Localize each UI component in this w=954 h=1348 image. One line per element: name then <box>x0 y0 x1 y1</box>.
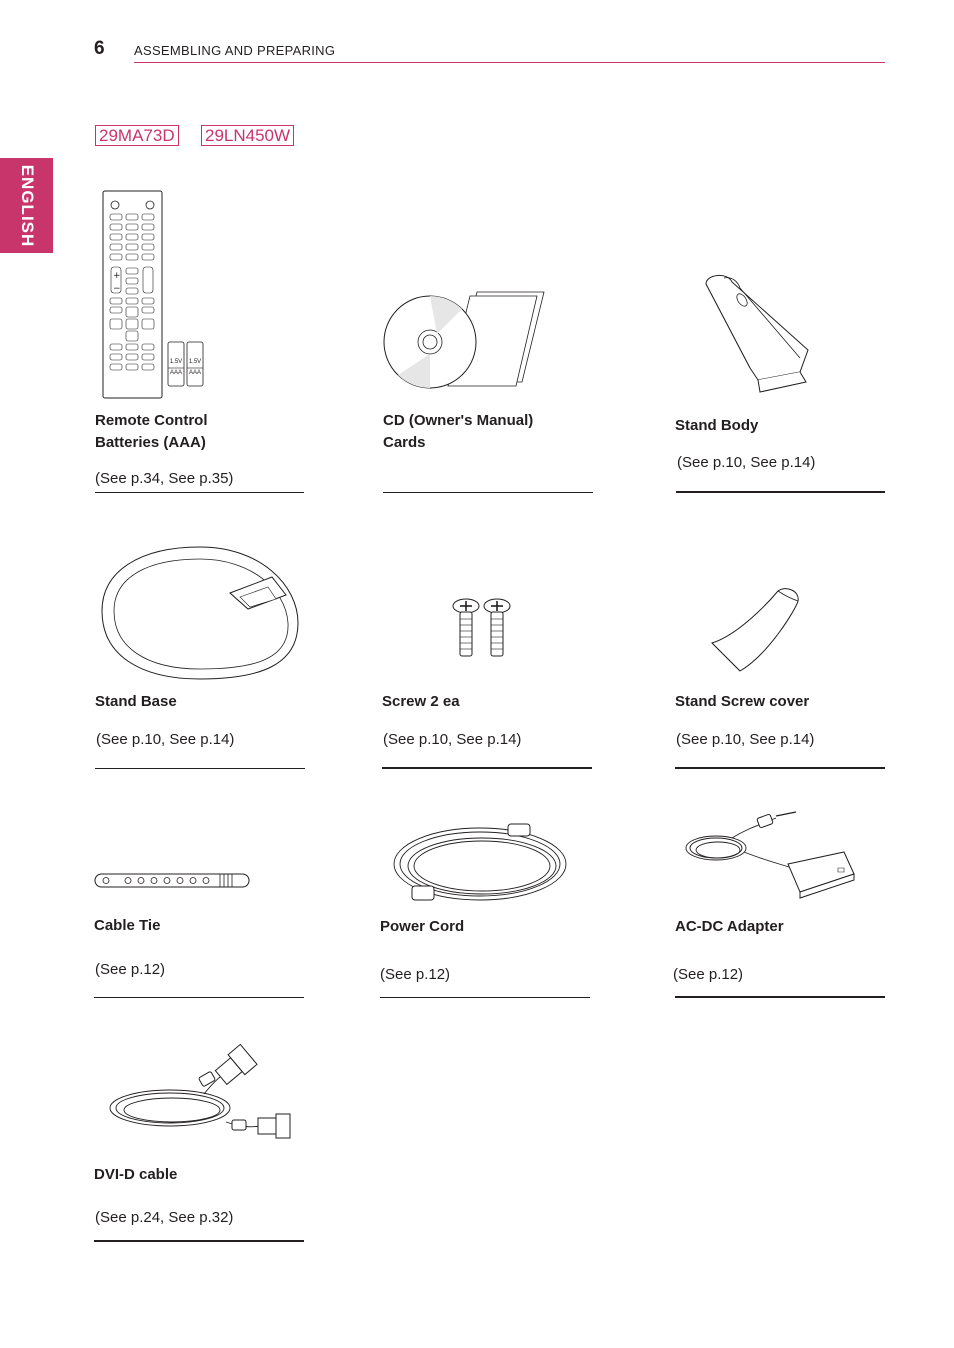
battery-type-2: AAA <box>188 370 201 376</box>
dvi-d-cable-illustration <box>108 1052 293 1142</box>
model-badge-1: 29MA73D <box>95 125 179 146</box>
item-title-stand-screw-cover: Stand Screw cover <box>675 693 810 710</box>
item-title-stand-body: Stand Body <box>675 417 759 434</box>
item-ref-dvi-d-cable: (See p.24, See p.32) <box>95 1209 234 1226</box>
item-rule <box>382 767 592 769</box>
item-ref-stand-screw-cover: (See p.10, See p.14) <box>676 731 815 748</box>
item-title-remote <box>95 410 208 454</box>
item-ref-ac-dc-adapter: (See p.12) <box>673 966 744 983</box>
item-title-line: Batteries (AAA) <box>95 434 206 451</box>
item-title-cd <box>383 410 533 454</box>
battery-label-1 <box>168 359 184 377</box>
language-tab <box>0 158 53 253</box>
item-title-line: CD (Owner's Manual) <box>383 412 534 429</box>
item-rule <box>676 491 885 493</box>
item-title-line: Remote Control <box>95 412 208 429</box>
item-ref-power-cord: (See p.12) <box>380 966 451 983</box>
section-title: ASSEMBLING AND PREPARING <box>134 43 336 58</box>
item-rule <box>94 997 304 998</box>
screws-illustration <box>452 597 512 659</box>
item-rule <box>94 1240 304 1242</box>
stand-screw-cover-illustration <box>708 585 803 673</box>
cd-illustration <box>382 290 547 395</box>
item-rule <box>675 996 885 998</box>
item-rule <box>95 492 304 493</box>
page-number: 6 <box>94 38 105 59</box>
item-ref-cable-tie: (See p.12) <box>95 961 166 978</box>
battery-voltage-1: 1.5V <box>169 359 183 365</box>
battery-voltage-2: 1.5V <box>188 359 202 365</box>
svg-text:+: + <box>113 271 121 281</box>
item-rule <box>95 768 305 769</box>
item-title-ac-dc-adapter: AC-DC Adapter <box>675 918 784 935</box>
item-title-dvi-d-cable: DVI-D cable <box>94 1166 178 1183</box>
stand-base-illustration <box>100 545 302 680</box>
item-ref-stand-body: (See p.10, See p.14) <box>677 454 816 471</box>
item-rule <box>383 492 593 493</box>
item-rule <box>675 767 885 769</box>
item-ref-screw: (See p.10, See p.14) <box>383 731 522 748</box>
header-rule <box>134 62 885 63</box>
model-badge-2: 29LN450W <box>201 125 294 146</box>
ac-dc-adapter-illustration <box>684 808 859 900</box>
battery-type-1: AAA <box>169 370 182 376</box>
cable-tie-illustration <box>94 872 250 890</box>
stand-body-illustration <box>700 272 812 397</box>
item-rule <box>380 997 590 998</box>
svg-text:−: − <box>113 284 121 294</box>
power-cord-illustration <box>390 820 570 906</box>
item-title-screw: Screw 2 ea <box>382 693 460 710</box>
item-title-cable-tie: Cable Tie <box>94 917 161 934</box>
item-title-line: Cards <box>383 434 426 451</box>
item-title-stand-base: Stand Base <box>95 693 177 710</box>
language-tab-label: ENGLISH <box>17 164 37 247</box>
item-ref-remote: (See p.34, See p.35) <box>95 470 234 487</box>
item-ref-stand-base: (See p.10, See p.14) <box>96 731 235 748</box>
battery-label-2 <box>187 359 203 377</box>
item-title-power-cord: Power Cord <box>380 918 465 935</box>
